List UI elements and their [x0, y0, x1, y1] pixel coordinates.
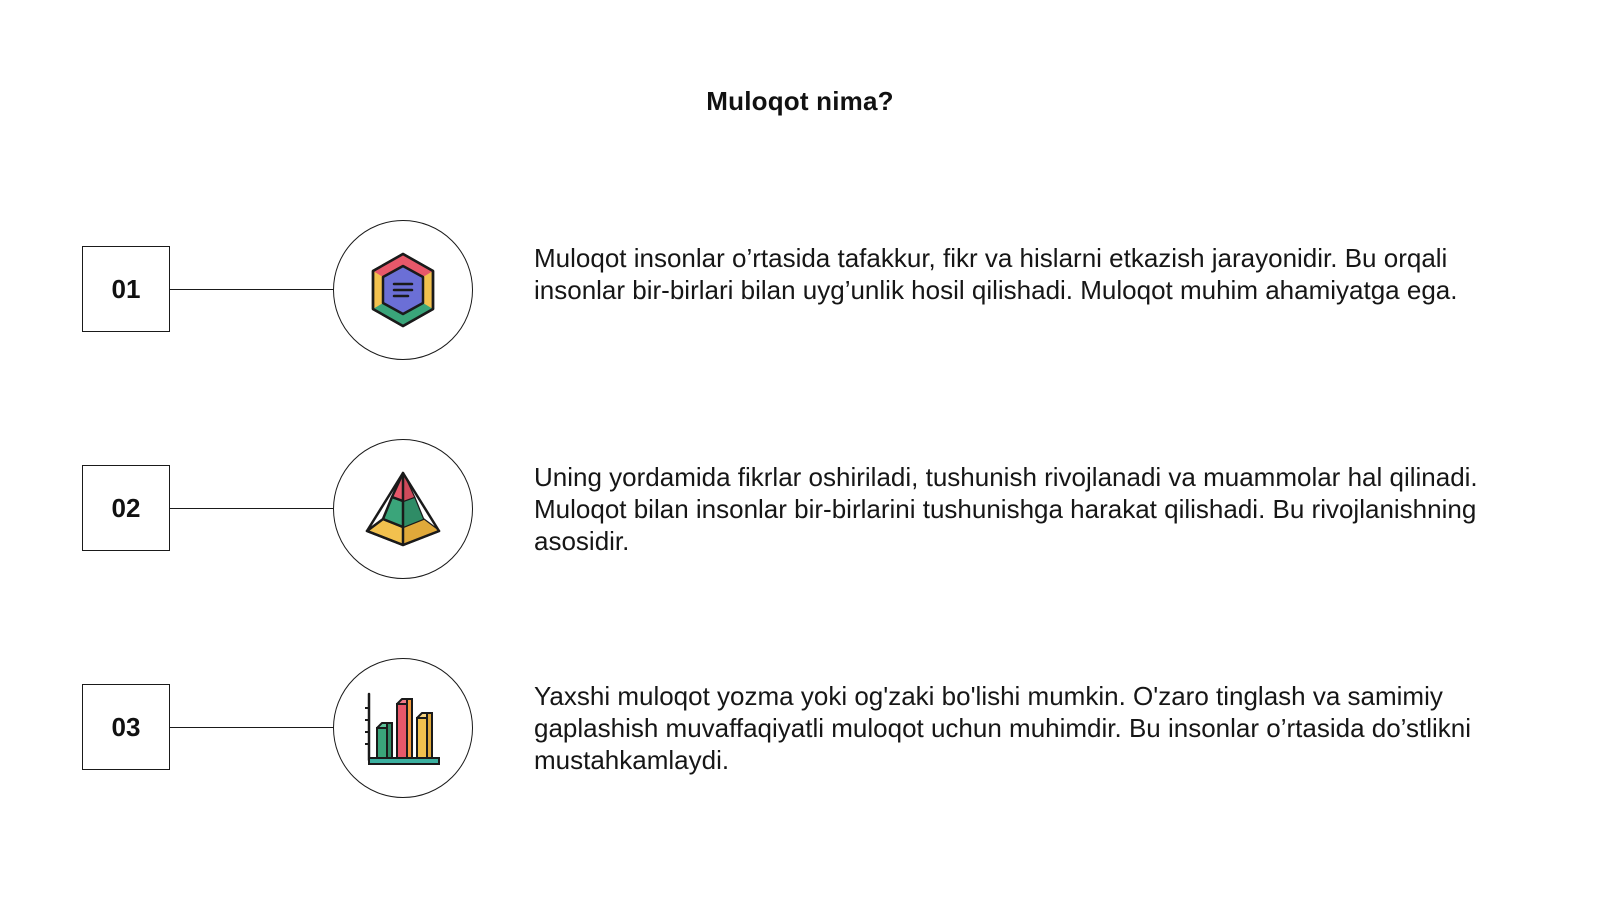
item-number-box: 02 — [82, 465, 170, 551]
bar-chart-icon — [363, 688, 443, 768]
pyramid-icon — [363, 469, 443, 549]
connector-line — [170, 289, 334, 290]
hexagon-menu-icon — [363, 250, 443, 330]
item-description: Yaxshi muloqot yozma yoki og'zaki bo'lishi mumkin. O'zaro tinglash va samimiy gaplashish muvaffaqiyatli muloqot uchun muhimdir. Bu insonlar o’rtasida do’stlikni mustahkamlaydi. — [534, 681, 1471, 775]
slide-title: Muloqot nima? — [706, 86, 894, 116]
item-number-box: 03 — [82, 684, 170, 770]
icon-circle — [333, 220, 473, 360]
item-description: Uning yordamida fikrlar oshiriladi, tushunish rivojlanadi va muammolar hal qilinadi. Muloqot bilan insonlar bir-birlarini tushunishga harakat qilishadi. Bu rivojlanishning asosidir. — [534, 462, 1478, 556]
icon-circle — [333, 658, 473, 798]
connector-line — [170, 727, 334, 728]
item-number-box: 01 — [82, 246, 170, 332]
list-item-1 — [0, 220, 1600, 360]
icon-circle — [333, 439, 473, 579]
item-description: Muloqot insonlar o’rtasida tafakkur, fikr va hislarni etkazish jarayonidir. Bu orqali insonlar bir-birlari bilan uyg’unlik hosil qilishadi. Muloqot muhim ahamiyatga ega. — [534, 243, 1458, 305]
connector-line — [170, 508, 334, 509]
list-item-3 — [0, 658, 1600, 798]
list-item-2 — [0, 439, 1600, 579]
